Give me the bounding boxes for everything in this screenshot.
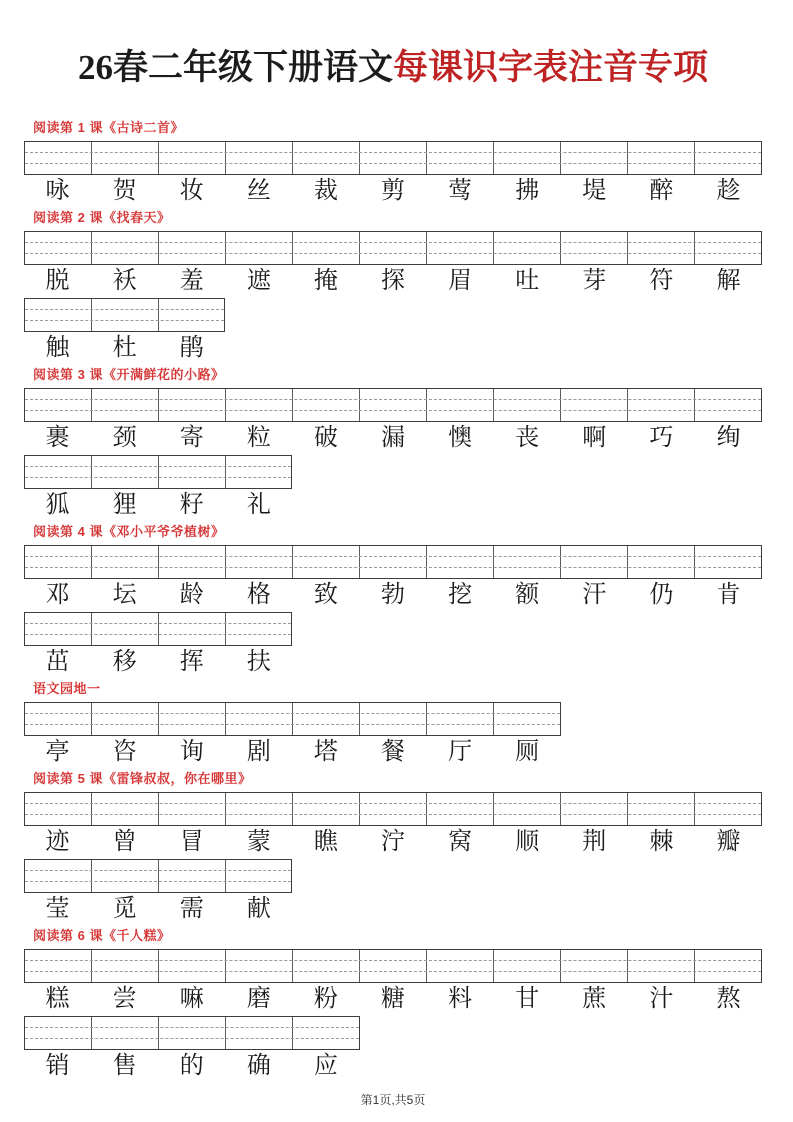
character: 芽 [582, 268, 607, 294]
lesson-section [24, 771, 762, 926]
pinyin-cell [427, 793, 494, 825]
pinyin-cell [427, 232, 494, 264]
character: 礼 [246, 492, 271, 518]
pinyin-cell [293, 793, 360, 825]
character: 探 [381, 268, 406, 294]
character: 献 [246, 896, 271, 922]
pinyin-cell [159, 613, 226, 645]
pinyin-writing-grid [24, 545, 762, 579]
pinyin-cell [427, 389, 494, 421]
character: 磨 [246, 986, 271, 1012]
section-rows [24, 792, 762, 926]
character: 羞 [179, 268, 204, 294]
character: 泞 [381, 829, 406, 855]
pinyin-cell [25, 1017, 92, 1049]
character: 销 [45, 1053, 70, 1079]
pinyin-cell [427, 703, 494, 735]
char-row-block [24, 388, 762, 455]
sections-list [24, 120, 762, 1083]
pinyin-cell [427, 950, 494, 982]
pinyin-cell [628, 142, 695, 174]
character: 狐 [45, 492, 70, 518]
character: 蒙 [246, 829, 271, 855]
character: 汗 [582, 582, 607, 608]
pinyin-cell [92, 389, 159, 421]
character: 塔 [313, 739, 338, 765]
pinyin-cell [628, 232, 695, 264]
character: 料 [448, 986, 473, 1012]
pinyin-cell [25, 613, 92, 645]
pinyin-cell [427, 546, 494, 578]
pinyin-cell [695, 950, 761, 982]
char-row-block [24, 702, 762, 769]
character: 糖 [381, 986, 406, 1012]
lesson-section [24, 524, 762, 679]
pinyin-cell [561, 793, 628, 825]
character: 脱 [45, 268, 70, 294]
pinyin-cell [494, 389, 561, 421]
pinyin-cell [159, 299, 225, 331]
lesson-section [24, 681, 762, 769]
char-row-block [24, 612, 762, 679]
character: 咏 [45, 178, 70, 204]
pinyin-cell [159, 232, 226, 264]
character: 亭 [45, 739, 70, 765]
character: 扶 [246, 649, 271, 675]
pinyin-cell [159, 793, 226, 825]
pinyin-cell [25, 860, 92, 892]
character: 堤 [582, 178, 607, 204]
pinyin-cell [561, 950, 628, 982]
character: 应 [313, 1053, 338, 1079]
title-topic-part: 每课识字表注音专项 [393, 48, 709, 87]
pinyin-cell [226, 793, 293, 825]
char-row-block [24, 792, 762, 859]
character: 解 [716, 268, 741, 294]
section-heading: 阅读第 6 课《千人糕》 [33, 928, 171, 943]
character: 棘 [649, 829, 674, 855]
pinyin-cell [226, 1017, 293, 1049]
pinyin-writing-grid [24, 1016, 360, 1050]
character: 咨 [112, 739, 137, 765]
pinyin-cell [293, 389, 360, 421]
character: 迹 [45, 829, 70, 855]
character-row [24, 736, 561, 769]
character: 杜 [112, 335, 137, 361]
section-heading: 阅读第 2 课《找春天》 [33, 210, 171, 225]
pinyin-cell [159, 142, 226, 174]
pinyin-cell [159, 456, 226, 488]
section-rows [24, 545, 762, 679]
character: 格 [246, 582, 271, 608]
character: 吐 [515, 268, 540, 294]
character: 破 [313, 425, 338, 451]
pinyin-cell [226, 456, 292, 488]
page-title [24, 44, 762, 92]
char-row-block [24, 859, 762, 926]
character: 丝 [246, 178, 271, 204]
pinyin-cell [628, 389, 695, 421]
character: 尝 [112, 986, 137, 1012]
character: 询 [179, 739, 204, 765]
character: 致 [313, 582, 338, 608]
lesson-section [24, 928, 762, 1083]
pinyin-cell [92, 142, 159, 174]
pinyin-writing-grid [24, 702, 561, 736]
character: 挖 [448, 582, 473, 608]
pinyin-cell [695, 793, 761, 825]
char-row-block [24, 455, 762, 522]
character: 邓 [45, 582, 70, 608]
character: 巧 [649, 425, 674, 451]
pinyin-cell [293, 546, 360, 578]
character: 移 [112, 649, 137, 675]
character: 糕 [45, 986, 70, 1012]
pinyin-cell [293, 703, 360, 735]
character: 醉 [649, 178, 674, 204]
character: 坛 [112, 582, 137, 608]
pinyin-cell [226, 142, 293, 174]
character-row [24, 175, 762, 208]
pinyin-cell [25, 546, 92, 578]
character: 籽 [179, 492, 204, 518]
character: 趁 [716, 178, 741, 204]
character: 需 [179, 896, 204, 922]
pinyin-cell [695, 389, 761, 421]
pinyin-writing-grid [24, 298, 225, 332]
pinyin-cell [25, 456, 92, 488]
pinyin-writing-grid [24, 792, 762, 826]
pinyin-cell [360, 546, 427, 578]
pinyin-cell [226, 950, 293, 982]
character: 冒 [179, 829, 204, 855]
page-number: 第1页,共5页 [360, 1093, 426, 1107]
pinyin-writing-grid [24, 388, 762, 422]
character: 额 [515, 582, 540, 608]
pinyin-cell [293, 950, 360, 982]
pinyin-cell [293, 232, 360, 264]
character: 龄 [179, 582, 204, 608]
character-row [24, 1050, 360, 1083]
character: 丧 [515, 425, 540, 451]
character-row [24, 826, 762, 859]
title-course-part: 26春二年级下册语文 [77, 48, 393, 87]
character: 肯 [716, 582, 741, 608]
pinyin-cell [360, 142, 427, 174]
pinyin-cell [695, 142, 761, 174]
character: 仍 [649, 582, 674, 608]
pinyin-writing-grid [24, 859, 292, 893]
section-heading: 阅读第 4 课《邓小平爷爷植树》 [33, 524, 225, 539]
pinyin-cell [25, 389, 92, 421]
character: 餐 [381, 739, 406, 765]
character: 熬 [716, 986, 741, 1012]
character: 粒 [246, 425, 271, 451]
pinyin-cell [226, 703, 293, 735]
pinyin-cell [25, 232, 92, 264]
pinyin-cell [293, 142, 360, 174]
pinyin-writing-grid [24, 455, 292, 489]
pinyin-cell [494, 232, 561, 264]
char-row-block [24, 141, 762, 208]
character: 甘 [515, 986, 540, 1012]
pinyin-cell [159, 703, 226, 735]
pinyin-cell [159, 860, 226, 892]
pinyin-cell [360, 389, 427, 421]
pinyin-cell [628, 950, 695, 982]
character: 掩 [313, 268, 338, 294]
pinyin-writing-grid [24, 949, 762, 983]
character: 鹃 [179, 335, 204, 361]
character: 瞧 [313, 829, 338, 855]
character-row [24, 422, 762, 455]
char-row-block [24, 949, 762, 1016]
pinyin-cell [226, 389, 293, 421]
char-row-block [24, 1016, 762, 1083]
character: 眉 [448, 268, 473, 294]
character: 汁 [649, 986, 674, 1012]
pinyin-cell [25, 703, 92, 735]
pinyin-cell [561, 546, 628, 578]
lesson-section [24, 367, 762, 522]
character: 莺 [448, 178, 473, 204]
section-rows [24, 231, 762, 365]
pinyin-cell [159, 546, 226, 578]
character: 荆 [582, 829, 607, 855]
character: 挥 [179, 649, 204, 675]
character: 符 [649, 268, 674, 294]
pinyin-cell [92, 456, 159, 488]
lesson-section [24, 120, 762, 208]
section-rows [24, 388, 762, 522]
section-heading: 阅读第 1 课《古诗二首》 [33, 120, 184, 135]
pinyin-cell [92, 546, 159, 578]
pinyin-cell [561, 389, 628, 421]
character: 顺 [515, 829, 540, 855]
character: 贺 [112, 178, 137, 204]
character: 厅 [448, 739, 473, 765]
character: 懊 [448, 425, 473, 451]
char-row-block [24, 545, 762, 612]
character: 裹 [45, 425, 70, 451]
pinyin-cell [494, 793, 561, 825]
character: 确 [246, 1053, 271, 1079]
pinyin-cell [159, 1017, 226, 1049]
pinyin-cell [226, 232, 293, 264]
character: 啊 [582, 425, 607, 451]
pinyin-cell [159, 950, 226, 982]
pinyin-cell [360, 703, 427, 735]
pinyin-cell [92, 950, 159, 982]
character: 窝 [448, 829, 473, 855]
character-row [24, 646, 292, 679]
character: 嘛 [179, 986, 204, 1012]
character: 觅 [112, 896, 137, 922]
character: 蔗 [582, 986, 607, 1012]
section-rows [24, 949, 762, 1083]
character: 绚 [716, 425, 741, 451]
section-heading: 语文园地一 [33, 681, 101, 696]
pinyin-cell [25, 142, 92, 174]
character-row [24, 579, 762, 612]
pinyin-cell [92, 793, 159, 825]
pinyin-cell [25, 299, 92, 331]
pinyin-writing-grid [24, 141, 762, 175]
character: 售 [112, 1053, 137, 1079]
pinyin-cell [92, 703, 159, 735]
character: 拂 [515, 178, 540, 204]
pinyin-cell [159, 389, 226, 421]
pinyin-cell [92, 613, 159, 645]
character: 茁 [45, 649, 70, 675]
character: 寄 [179, 425, 204, 451]
pinyin-cell [360, 793, 427, 825]
character-row [24, 265, 762, 298]
character-row [24, 893, 292, 926]
pinyin-writing-grid [24, 612, 292, 646]
pinyin-cell [92, 860, 159, 892]
char-row-block [24, 231, 762, 298]
character: 瓣 [716, 829, 741, 855]
pinyin-cell [561, 142, 628, 174]
character: 妆 [179, 178, 204, 204]
character: 粉 [313, 986, 338, 1012]
pinyin-cell [427, 142, 494, 174]
pinyin-cell [628, 793, 695, 825]
char-row-block [24, 298, 762, 365]
character: 莹 [45, 896, 70, 922]
character: 裁 [313, 178, 338, 204]
character: 遮 [246, 268, 271, 294]
section-heading: 阅读第 5 课《雷锋叔叔，你在哪里》 [33, 771, 252, 786]
lesson-section [24, 210, 762, 365]
pinyin-cell [293, 1017, 359, 1049]
pinyin-writing-grid [24, 231, 762, 265]
character: 颈 [112, 425, 137, 451]
pinyin-cell [226, 613, 292, 645]
pinyin-cell [92, 299, 159, 331]
character: 漏 [381, 425, 406, 451]
character: 袄 [112, 268, 137, 294]
section-heading: 阅读第 3 课《开满鲜花的小路》 [33, 367, 225, 382]
character: 的 [179, 1053, 204, 1079]
pinyin-cell [360, 950, 427, 982]
pinyin-cell [628, 546, 695, 578]
pinyin-cell [561, 232, 628, 264]
pinyin-cell [695, 546, 761, 578]
pinyin-cell [494, 950, 561, 982]
pinyin-cell [494, 142, 561, 174]
character: 剧 [246, 739, 271, 765]
pinyin-cell [360, 232, 427, 264]
section-rows [24, 702, 762, 769]
character-row [24, 489, 292, 522]
pinyin-cell [494, 703, 560, 735]
character: 狸 [112, 492, 137, 518]
character: 勃 [381, 582, 406, 608]
pinyin-cell [92, 232, 159, 264]
pinyin-cell [494, 546, 561, 578]
character-row [24, 983, 762, 1016]
character: 厕 [515, 739, 540, 765]
character: 剪 [381, 178, 406, 204]
pinyin-cell [226, 546, 293, 578]
section-rows [24, 141, 762, 208]
pinyin-cell [92, 1017, 159, 1049]
pinyin-cell [25, 950, 92, 982]
character: 曾 [112, 829, 137, 855]
character-row [24, 332, 225, 365]
pinyin-cell [226, 860, 292, 892]
pinyin-cell [695, 232, 761, 264]
character: 触 [45, 335, 70, 361]
pinyin-cell [25, 793, 92, 825]
